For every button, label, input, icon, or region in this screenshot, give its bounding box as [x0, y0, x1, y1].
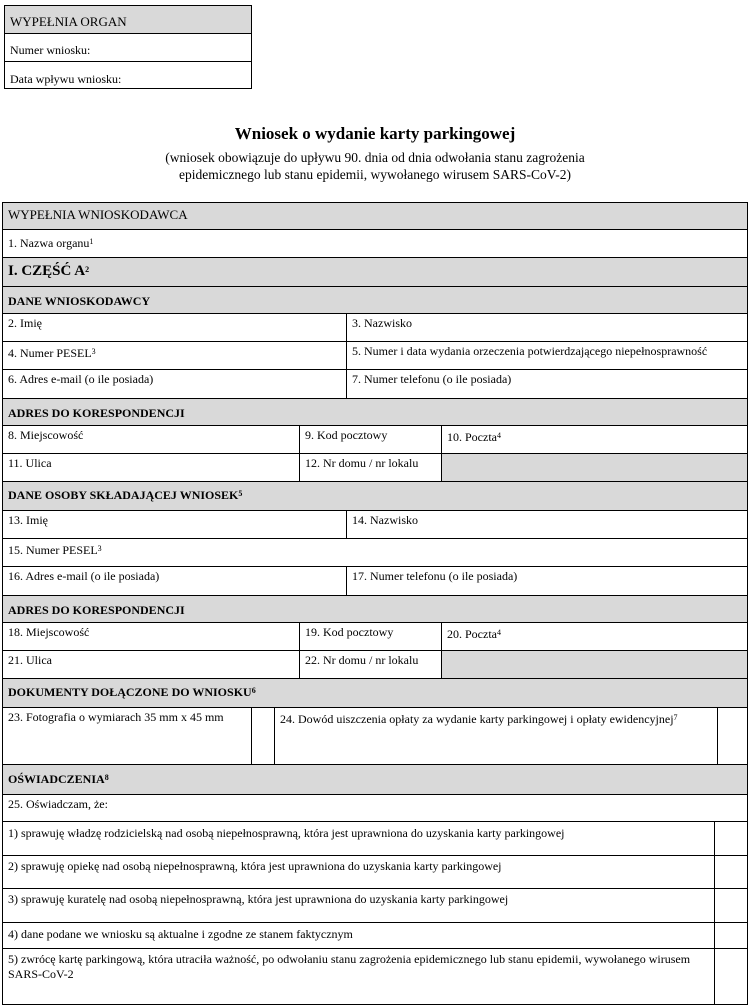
application-number-label: Numer wniosku:	[10, 43, 91, 57]
receipt-date-field[interactable]	[4, 61, 252, 89]
pesel-label: 4. Numer PESEL	[8, 346, 92, 360]
submitter-data-header: DANE OSOBY SKŁADAJĄCEJ WNIOSEK$^5$	[2, 481, 748, 511]
declaration-item-5: 5) zwrócę kartę parkingową, która utraciła ważność, po odwołaniu stanu zagrożenia epidemicznego lub stanu epidemii, wywołanego wirusem SARS-CoV-2	[2, 948, 715, 1005]
footnote-ref: 4	[497, 628, 501, 637]
photo-document-checkbox[interactable]	[251, 707, 275, 765]
postal-code-field[interactable]	[299, 425, 442, 454]
submitter-first-name-label: 13. Imię	[8, 513, 48, 527]
fee-proof-label: 24. Dowód uiszczenia opłaty za wydanie karty parkingowej i opłaty ewidencyjnej	[280, 712, 674, 726]
pesel-field[interactable]	[2, 341, 347, 370]
submitter-pesel-field[interactable]	[2, 538, 748, 567]
submitter-post-office-label: 20. Poczta	[447, 627, 497, 641]
declaration-item-3: 3) sprawuję kuratelę nad osobą niepełnosprawną, która jest uprawniona do uzyskania karty parkingowej	[2, 888, 715, 923]
receipt-date-label: Data wpływu wniosku:	[10, 72, 122, 86]
city-field[interactable]	[2, 425, 300, 454]
submitter-postal-code-field[interactable]	[299, 622, 442, 651]
phone-label: 7. Numer telefonu (o ile posiada)	[352, 372, 512, 386]
submitter-last-name-field[interactable]	[346, 510, 748, 539]
submitter-street-field[interactable]	[2, 650, 300, 679]
applicant-section-header: WYPEŁNIA WNIOSKODAWCA	[2, 202, 748, 230]
first-name-field[interactable]	[2, 313, 347, 342]
submitter-post-office-field[interactable]	[441, 622, 748, 651]
photo-document-label: 23. Fotografia o wymiarach 35 mm x 45 mm	[8, 710, 224, 724]
submitter-phone-label: 17. Numer telefonu (o ile posiada)	[352, 569, 518, 583]
submitter-phone-field[interactable]	[346, 566, 748, 596]
page-subtitle	[0, 149, 750, 183]
submitter-email-label: 16. Adres e-mail (o ile posiada)	[8, 569, 160, 583]
submitter-city-field[interactable]	[2, 622, 300, 651]
disability-certificate-label: 5. Numer i data wydania orzeczenia potwierdzającego niepełnosprawność	[352, 344, 708, 358]
house-number-label: 12. Nr domu / nr lokalu	[305, 456, 419, 470]
declaration-1-checkbox[interactable]	[714, 821, 748, 856]
blank-cell	[441, 453, 748, 482]
applicant-data-header: DANE WNIOSKODAWCY	[2, 286, 748, 314]
house-number-field[interactable]	[299, 453, 442, 482]
footnote-ref: 8	[104, 773, 109, 782]
photo-document-label-cell	[2, 707, 252, 765]
declaration-5-cell	[714, 948, 748, 1005]
disability-certificate-field[interactable]	[346, 341, 748, 370]
part-a-header: I. CZĘŚĆ $A^2$	[2, 257, 748, 287]
subtitle-line-1: (wniosek obowiązuje do upływu 90. dnia od dnia odwołania stanu zagrożenia	[165, 150, 585, 165]
footnote-ref: 7	[673, 713, 678, 722]
submitter-pesel-label: 15. Numer PESEL	[8, 543, 98, 557]
submitter-postal-code-label: 19. Kod pocztowy	[305, 625, 394, 639]
email-label: 6. Adres e-mail (o ile posiada)	[8, 372, 154, 386]
declaration-intro: 25. Oświadczam, że:	[2, 794, 748, 822]
authority-name-label: 1. Nazwa organu	[8, 236, 90, 250]
declaration-2-checkbox[interactable]	[714, 855, 748, 889]
blank-cell	[441, 650, 748, 679]
postal-code-label: 9. Kod pocztowy	[305, 428, 388, 442]
declaration-4-checkbox[interactable]	[714, 922, 748, 949]
fee-proof-checkbox[interactable]	[717, 707, 748, 765]
footnote-ref: 2	[85, 265, 90, 274]
footnote-ref: 1	[89, 237, 94, 246]
footnote-ref: 3	[91, 347, 96, 356]
first-name-label: 2. Imię	[8, 316, 42, 330]
submitter-email-field[interactable]	[2, 566, 347, 596]
submitter-first-name-field[interactable]	[2, 510, 347, 539]
declaration-item-1: 1) sprawuję władzę rodzicielską nad osobą niepełnosprawną, która jest uprawniona do uzyskania karty parkingowej	[2, 821, 715, 856]
submitter-house-number-field[interactable]	[299, 650, 442, 679]
fee-proof-label-cell	[274, 707, 718, 765]
correspondence-address-header: ADRES DO KORESPONDENCJI	[2, 398, 748, 426]
declaration-item-4: 4) dane podane we wniosku są aktualne i zgodne ze stanem faktycznym	[2, 922, 715, 949]
submitter-street-label: 21. Ulica	[8, 653, 52, 667]
street-label: 11. Ulica	[8, 456, 52, 470]
declarations-header: OŚWIADCZENIA$^8$	[2, 764, 748, 795]
application-number-field[interactable]	[4, 33, 252, 62]
footnote-ref: 5	[238, 489, 243, 498]
declaration-item-2: 2) sprawuję opiekę nad osobą niepełnosprawną, która jest uprawniona do uzyskania karty parkingowej	[2, 855, 715, 889]
city-label: 8. Miejscowość	[8, 428, 84, 442]
page-title: Wniosek o wydanie karty parkingowej	[234, 124, 516, 143]
last-name-label: 3. Nazwisko	[352, 316, 412, 330]
email-field[interactable]	[2, 369, 347, 399]
last-name-field[interactable]	[346, 313, 748, 342]
declaration-3-checkbox[interactable]	[714, 888, 748, 923]
post-office-field[interactable]	[441, 425, 748, 454]
footnote-ref: 6	[251, 686, 256, 695]
submitter-last-name-label: 14. Nazwisko	[352, 513, 418, 527]
attached-documents-header: DOKUMENTY DOŁĄCZONE DO WNIOSKU$^6$	[2, 678, 748, 708]
submitter-house-number-label: 22. Nr domu / nr lokalu	[305, 653, 419, 667]
post-office-label: 10. Poczta	[447, 430, 497, 444]
submitter-correspondence-address-header: ADRES DO KORESPONDENCJI	[2, 595, 748, 623]
footnote-ref: 4	[497, 431, 501, 440]
subtitle-line-2: epidemicznego lub stanu epidemii, wywołanego wirusem SARS-CoV-2)	[178, 167, 572, 182]
footnote-ref: 3	[97, 544, 102, 553]
street-field[interactable]	[2, 453, 300, 482]
submitter-city-label: 18. Miejscowość	[8, 625, 90, 639]
phone-field[interactable]	[346, 369, 748, 399]
authority-name-field[interactable]	[2, 229, 748, 258]
organ-box-header: WYPEŁNIA ORGAN	[4, 5, 252, 34]
